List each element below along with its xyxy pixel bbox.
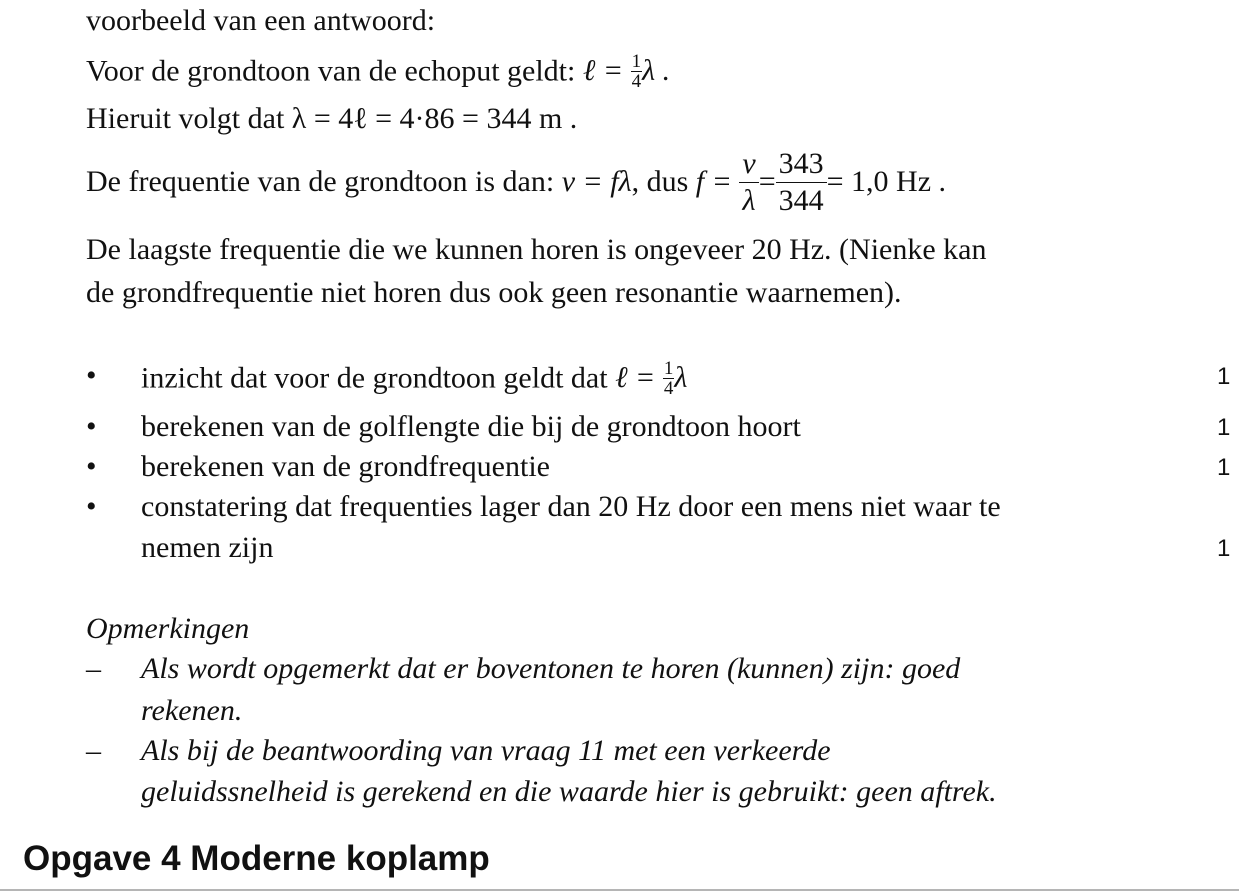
divider <box>0 889 1239 891</box>
answer-line-3 <box>86 147 947 218</box>
answer-paragraph-line-2: de grondfrequentie niet horen dus ook geen resonantie waarnemen). <box>86 276 902 309</box>
bullet-icon: • <box>86 490 97 523</box>
fraction-343-over-344: $\frac{343}{344}$ <box>776 148 827 216</box>
bullet-icon: • <box>86 359 97 392</box>
answer-line-1 <box>86 51 671 93</box>
formula-wave-equation: v = fλ <box>561 164 632 198</box>
remark-2-line-2: geluidssnelheid is gerekend en die waarde hier is gebruikt: geen aftrek. <box>141 775 997 808</box>
dash-icon: – <box>86 652 101 685</box>
scoring-item-2: berekenen van de golflengte die bij de grondtoon hoort <box>141 410 801 443</box>
formula-wavelength: λ = 4ℓ = 4·86 = 344 m . <box>291 102 578 135</box>
fraction-v-over-lambda: $\frac{v}{\lambda}$ <box>739 148 758 216</box>
remark-1-line-1: Als wordt opgemerkt dat er boventonen te horen (kunnen) zijn: goed <box>141 652 961 685</box>
formula-equals: = <box>758 164 776 198</box>
scoring-item-4-line-1: constatering dat frequenties lager dan 20 Hz door een mens niet waar te <box>141 490 1001 523</box>
scoring-item-3-points: 1 <box>1217 454 1231 481</box>
formula-length-quarter-lambda: ℓ = $\frac{1}{4}$ λ . <box>582 51 671 92</box>
formula-f-lhs: f = <box>695 164 732 198</box>
remark-2-line-1: Als bij de beantwoording van vraag 11 met een verkeerde <box>141 734 831 767</box>
scoring-item-1: inzicht dat voor de grondtoon geldt dat ℓ = $\frac{1}{4}$ λ <box>141 358 688 399</box>
remark-1-line-2: rekenen. <box>141 694 243 727</box>
bullet-icon: • <box>86 450 97 483</box>
answer-line-2-text: Hieruit volgt dat <box>86 102 285 135</box>
answer-intro: voorbeeld van een antwoord: <box>86 4 436 37</box>
answer-line-2 <box>86 104 577 134</box>
bullet-icon: • <box>86 410 97 443</box>
answer-line-3-text: De frequentie van de grondtoon is dan: <box>86 164 555 198</box>
scoring-item-4-line-2: nemen zijn <box>141 531 274 564</box>
fraction-one-quarter: $\frac{1}{4}$ <box>631 51 642 92</box>
dash-icon: – <box>86 734 101 767</box>
scoring-item-4-points: 1 <box>1217 535 1231 562</box>
answer-line-1-text: Voor de grondtoon van de echoput geldt: <box>86 54 576 88</box>
scoring-item-2-points: 1 <box>1217 414 1231 441</box>
scoring-item-1-points: 1 <box>1217 363 1231 390</box>
answer-paragraph-line-1: De laagste frequentie die we kunnen horen is ongeveer 20 Hz. (Nienke kan <box>86 233 987 266</box>
answer-line-3-sep: , dus <box>631 164 689 198</box>
scoring-item-3: berekenen van de grondfrequentie <box>141 450 550 483</box>
section-heading: Opgave 4 Moderne koplamp <box>23 839 490 878</box>
formula-length-quarter-lambda: ℓ = $\frac{1}{4}$ λ <box>615 358 688 399</box>
remarks-title: Opmerkingen <box>86 612 250 645</box>
formula-result: = 1,0 Hz . <box>826 164 947 198</box>
fraction-one-quarter: $\frac{1}{4}$ <box>663 358 674 399</box>
